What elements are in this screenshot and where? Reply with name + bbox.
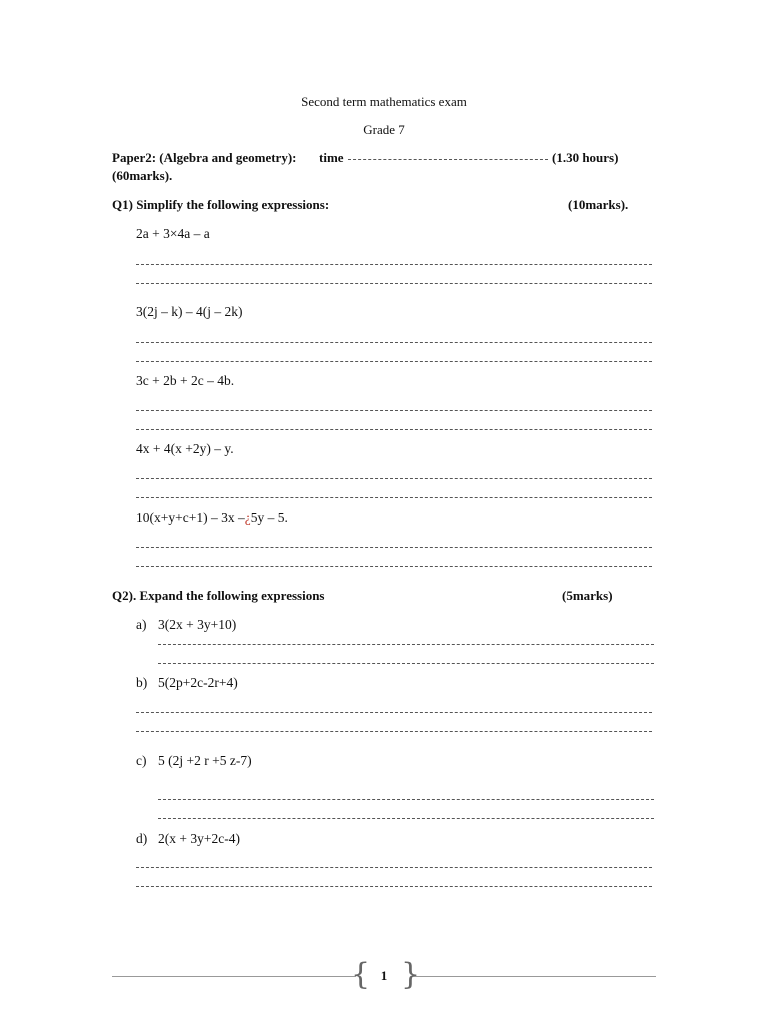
right-brace-icon: } [401,957,421,992]
answer-line [136,566,652,567]
q2-item-c [136,753,252,769]
answer-line [136,867,652,868]
answer-line [158,644,654,645]
q1-expression-1: 2a + 3×4a – a [136,226,210,241]
answer-line [136,429,652,430]
expression-part: 10(x+y+c+1) – 3x – [136,510,245,525]
q1-expression-2: 3(2j – k) – 4(j – 2k) [136,304,243,319]
answer-line [136,547,652,548]
answer-line [136,410,652,411]
q2-marks: (5marks) [562,588,613,603]
total-marks-label: (60marks). [112,168,173,183]
page-number: 1 [380,968,388,983]
time-blank-line [348,159,548,160]
item-label: b) [136,675,148,690]
footer-rule-left [112,976,356,977]
expression-part: 5y – 5. [250,510,288,525]
answer-line [136,731,652,732]
answer-line [136,886,652,887]
q2-item-d [136,831,240,847]
answer-line [136,283,652,284]
answer-line [136,342,652,343]
answer-line [136,478,652,479]
exam-title: Second term mathematics exam [301,94,467,109]
time-label: time [319,150,344,165]
grade-label: Grade 7 [363,122,405,137]
item-expression: 2(x + 3y+2c-4) [158,831,240,846]
q2-item-b [136,675,238,691]
paper-info-left: Paper2: (Algebra and geometry): [112,150,297,165]
item-expression: 5 (2j +2 r +5 z-7) [158,753,252,768]
item-expression: 3(2x + 3y+10) [158,617,237,632]
answer-line [136,361,652,362]
q1-heading: Q1) Simplify the following expressions: [112,197,330,212]
inverted-question-mark: ¿ [244,510,251,525]
item-label: d) [136,831,148,846]
q1-expression-3: 3c + 2b + 2c – 4b. [136,373,235,388]
answer-line [136,497,652,498]
item-expression: 5(2p+2c-2r+4) [158,675,238,690]
answer-line [136,264,652,265]
q1-expression-5 [136,510,288,526]
answer-line [158,663,654,664]
q1-expression-4: 4x + 4(x +2y) – y. [136,441,234,456]
answer-line [158,799,654,800]
answer-line [136,712,652,713]
item-label: a) [136,617,147,632]
q2-item-a [136,617,237,633]
q2-heading: Q2). Expand the following expressions [112,588,325,603]
duration-label: (1.30 hours) [552,150,619,165]
answer-line [158,818,654,819]
footer-rule-right [412,976,656,977]
left-brace-icon: { [351,957,371,992]
q1-marks: (10marks). [568,197,629,212]
item-label: c) [136,753,147,768]
